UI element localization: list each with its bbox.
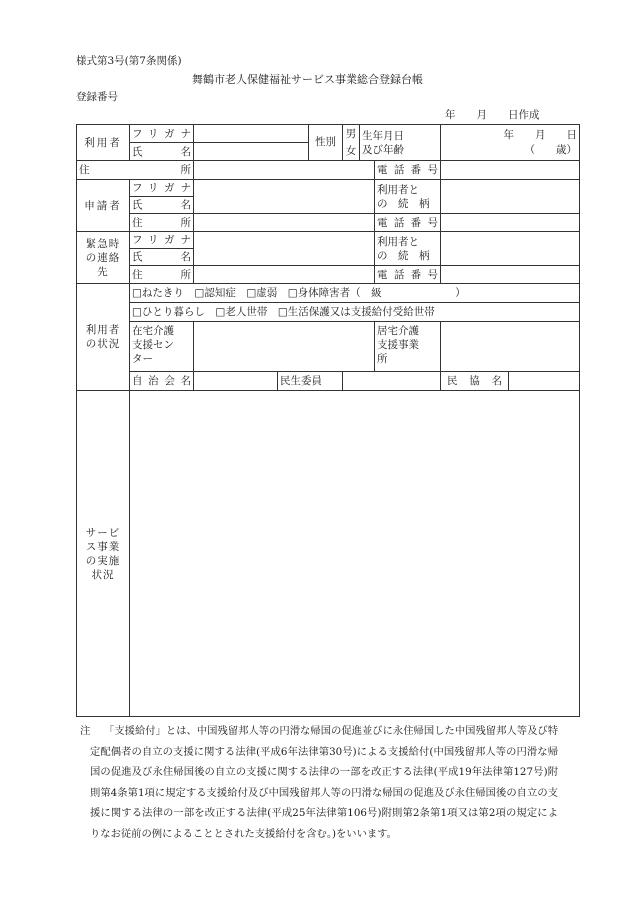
emergency-relation-field[interactable] — [441, 232, 580, 266]
emergency-phone-field[interactable] — [441, 266, 580, 284]
service-section-label: サービ ス事業 の実施 状況 — [77, 391, 130, 717]
registration-number-label: 登録番号 — [76, 91, 118, 103]
user-name-label: 氏 名 — [130, 143, 194, 161]
status-checkbox-row-1[interactable]: □ねたきり □認知症 □虚弱 □身体障害者（ 級 ） — [130, 284, 580, 303]
emergency-name-field[interactable] — [194, 232, 375, 266]
user-furigana-field[interactable] — [194, 125, 309, 143]
user-furigana-label: フリガナ — [130, 125, 194, 143]
applicant-relation-field[interactable] — [441, 180, 580, 214]
applicant-address-field[interactable] — [194, 214, 375, 232]
user-birth-label: 生年月日 及び年齢 — [360, 125, 441, 161]
neighborhood-association-label: 自治会名 — [130, 372, 194, 391]
form-number: 様式第3号(第7条関係) — [76, 55, 182, 67]
user-section-label: 利用者 — [77, 125, 130, 161]
user-birth-field[interactable]: 年 月 日 （ 歳） — [441, 125, 580, 161]
registration-form-table — [76, 124, 580, 717]
applicant-name-field[interactable] — [194, 180, 375, 214]
emergency-relation-label: 利用者と の 続 柄 — [375, 232, 441, 266]
emergency-phone-label: 電話番号 — [375, 266, 441, 284]
care-center-field[interactable] — [194, 322, 375, 372]
user-name-field[interactable] — [194, 143, 309, 161]
applicant-relation-label: 利用者と の 続 柄 — [375, 180, 441, 214]
footnote — [80, 721, 558, 844]
applicant-phone-label: 電話番号 — [375, 214, 441, 232]
service-status-field[interactable] — [130, 391, 580, 717]
minkyo-label: 民 協 名 — [441, 372, 509, 391]
status-section-label: 利用者 の状況 — [77, 284, 130, 391]
user-address-field[interactable] — [194, 161, 375, 180]
user-phone-label: 電話番号 — [375, 161, 441, 180]
applicant-phone-field[interactable] — [441, 214, 580, 232]
applicant-section-label: 申請者 — [77, 180, 130, 232]
emergency-name-label: 氏 名 — [130, 249, 194, 266]
user-sex-label: 性別 — [309, 125, 343, 161]
applicant-furigana-label: フリガナ — [130, 180, 194, 197]
applicant-name-label: 氏 名 — [130, 197, 194, 214]
welfare-commissioner-field[interactable] — [343, 372, 441, 391]
care-center-label: 在宅介護 支援セン ター — [130, 322, 194, 372]
minkyo-field[interactable] — [509, 372, 580, 391]
care-office-label: 居宅介護 支援事業 所 — [375, 322, 441, 372]
applicant-address-label: 住 所 — [130, 214, 194, 232]
neighborhood-association-field[interactable] — [194, 372, 278, 391]
user-phone-field[interactable] — [441, 161, 580, 180]
footnote-mark: 注 — [80, 725, 91, 737]
form-title: 舞鶴市老人保健福祉サービス事業総合登録台帳 — [192, 73, 423, 86]
emergency-furigana-label: フリガナ — [130, 232, 194, 249]
care-office-field[interactable] — [441, 322, 580, 372]
status-checkbox-row-2[interactable]: □ひとり暮らし □老人世帯 □生活保護又は支援給付受給世帯 — [130, 303, 580, 322]
user-address-label: 住 所 — [77, 161, 194, 180]
user-sex-options[interactable]: 男女 — [343, 125, 360, 161]
emergency-address-label: 住 所 — [130, 266, 194, 284]
welfare-commissioner-label: 民生委員 — [278, 372, 343, 391]
emergency-address-field[interactable] — [194, 266, 375, 284]
creation-date: 年 月 日作成 — [445, 109, 540, 121]
emergency-section-label: 緊急時 の連絡 先 — [77, 232, 130, 284]
footnote-body: 「支援給付」とは、中国残留邦人等の円滑な帰国の促進並びに永住帰国した中国残留邦人等及び特定配偶者の自立の支援に関する法律(平成6年法律第30号)による支援給付(中国残留邦人等の円滑な帰国の促進及び永住帰国後の自立の支援に関する法律の一部を改正する法律(平成19年法律第127号)附則第4条第1項に規定する支援給付及び中国残留邦人等の円滑な帰国の促進及び永住帰国後の自立の支援に関する法律の一部を改正する法律(平成25年法律第106号)附則第2条第1項又は第2項の規定によりなお従前の例によることとされた支援給付を含む。)をいいます。 — [90, 725, 558, 840]
